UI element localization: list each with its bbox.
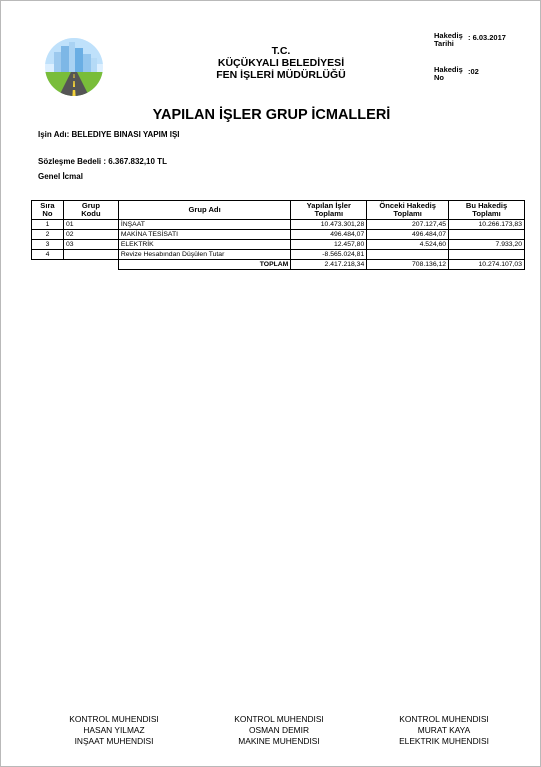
signature-name: OSMAN DEMIR: [248, 725, 310, 735]
cell-no: 4: [32, 250, 64, 260]
table-row: [32, 230, 525, 240]
no-value: :02: [468, 67, 479, 76]
no-label-2: No: [434, 73, 444, 82]
table-row: [32, 220, 525, 230]
cell-this: [449, 250, 525, 260]
cell-no: 2: [32, 230, 64, 240]
table-row: [32, 240, 525, 250]
cell-code: [63, 250, 118, 260]
cell-no: 3: [32, 240, 64, 250]
header-line-department: FEN İŞLERİ MÜDÜRLÜĞÜ: [216, 69, 346, 81]
header-line-tc: T.C.: [271, 45, 291, 57]
col-header-prev: Önceki Hakediş Toplamı: [367, 201, 449, 220]
cell-done: -8.565.024,81: [291, 250, 367, 260]
date-value: : 6.03.2017: [468, 33, 506, 42]
signature-block-2: [204, 714, 354, 747]
cell-code: 01: [63, 220, 118, 230]
col-header-name: Grup Adı: [118, 201, 291, 220]
table-row: [32, 250, 525, 260]
cell-name: Revize Hesabından Düşülen Tutar: [118, 250, 291, 260]
signature-dept: INŞAAT MUHENDISI: [74, 736, 154, 746]
date-label-2: Tarihi: [434, 39, 454, 48]
table-header-row: [32, 201, 525, 220]
cell-no: 1: [32, 220, 64, 230]
city-road-logo-icon: [45, 38, 103, 96]
cell-done: 10.473.301,28: [291, 220, 367, 230]
cell-this: [449, 230, 525, 240]
contract-value: Sözleşme Bedeli : 6.367.832,10 TL: [38, 157, 167, 166]
hakedis-no: [434, 66, 479, 82]
cell-done: 12.457,80: [291, 240, 367, 250]
signature-role: KONTROL MUHENDISI: [234, 714, 324, 724]
signature-role: KONTROL MUHENDISI: [399, 714, 489, 724]
cell-code: 03: [63, 240, 118, 250]
total-label: TOPLAM: [118, 260, 291, 270]
no-label-1: Hakediş: [434, 65, 463, 74]
signature-block-3: [369, 714, 519, 747]
cell-name: ELEKTRİK: [118, 240, 291, 250]
cell-name: İNŞAAT: [118, 220, 291, 230]
hakedis-date: [434, 32, 506, 48]
cell-prev: 496.484,07: [367, 230, 449, 240]
cell-this: 7.933,20: [449, 240, 525, 250]
cell-done: 496.484,07: [291, 230, 367, 240]
header-line-municipality: KÜÇÜKYALI BELEDİYESİ: [217, 57, 345, 69]
total-done: 2.417.218,34: [291, 260, 367, 270]
signature-name: HASAN YILMAZ: [83, 725, 145, 735]
job-name: Işin Adı: BELEDIYE BINASI YAPIM IŞI: [38, 130, 180, 139]
page-title: YAPILAN İŞLER GRUP İCMALLERİ: [152, 107, 391, 123]
cell-prev: 4.524,60: [367, 240, 449, 250]
cell-code: 02: [63, 230, 118, 240]
total-this: 10.274.107,03: [449, 260, 525, 270]
municipality-header: [181, 45, 381, 81]
signature-dept: MAKINE MUHENDISI: [238, 736, 320, 746]
cell-this: 10.266.173,83: [449, 220, 525, 230]
cell-name: MAKİNA TESİSATI: [118, 230, 291, 240]
signature-dept: ELEKTRIK MUHENDISI: [399, 736, 489, 746]
col-header-code: Grup Kodu: [63, 201, 118, 220]
col-header-done: Yapılan İşler Toplamı: [291, 201, 367, 220]
section-title: Genel İcmal: [38, 172, 83, 181]
col-header-this: Bu Hakediş Toplamı: [449, 201, 525, 220]
cell-prev: [367, 250, 449, 260]
date-label-1: Hakediş: [434, 31, 463, 40]
total-prev: 708.136,12: [367, 260, 449, 270]
group-summary-table: [31, 200, 525, 270]
cell-prev: 207.127,45: [367, 220, 449, 230]
signature-block-1: [39, 714, 189, 747]
table-total-row: [32, 260, 525, 270]
signature-role: KONTROL MUHENDISI: [69, 714, 159, 724]
signature-name: MURAT KAYA: [417, 725, 471, 735]
col-header-no: Sıra No: [32, 201, 64, 220]
